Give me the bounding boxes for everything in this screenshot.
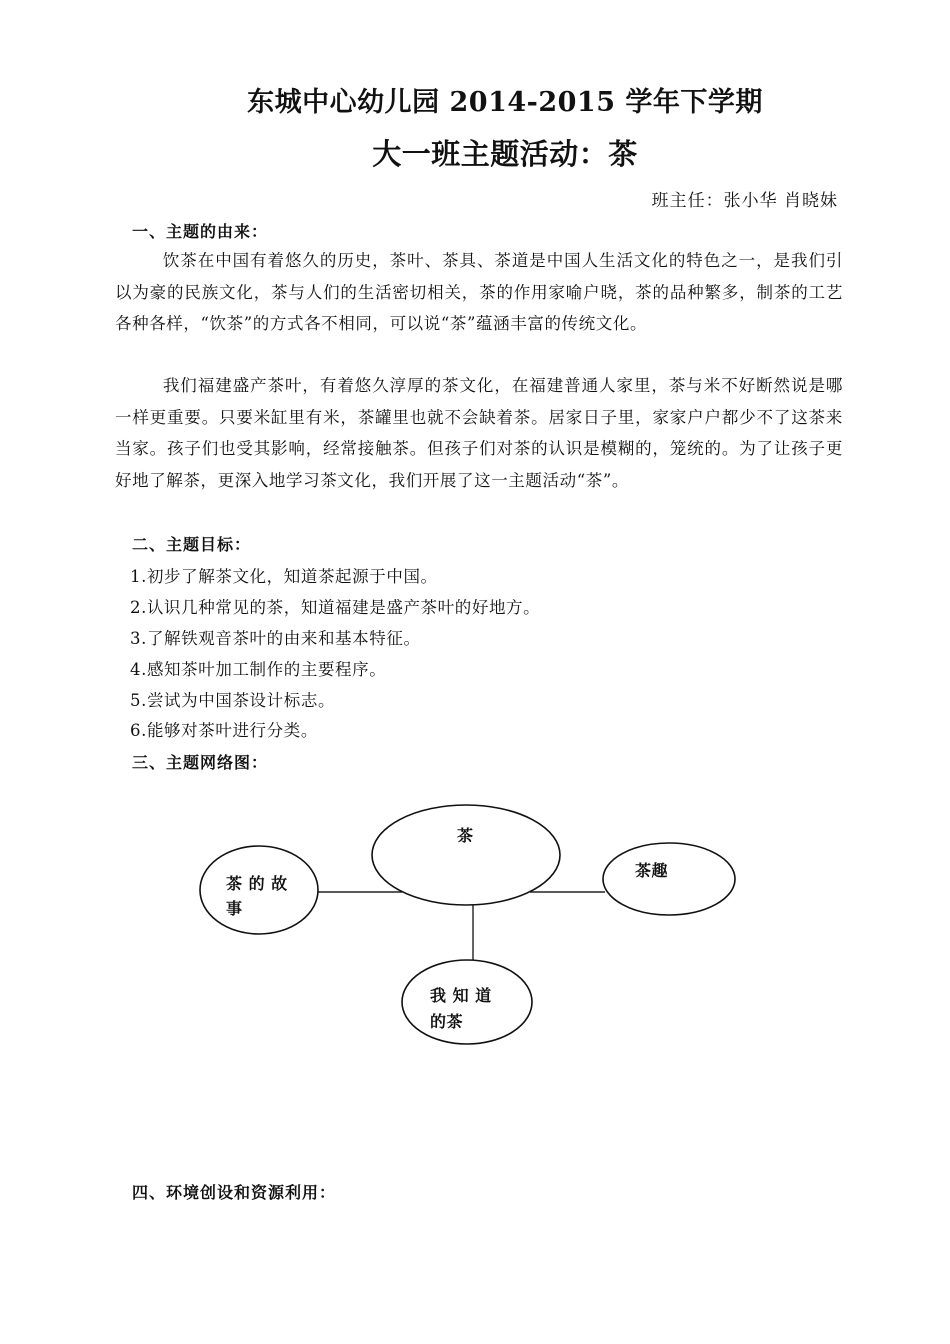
section3-heading: 三、主题网络图： xyxy=(132,753,269,772)
right-node-label: 茶趣 xyxy=(635,861,669,880)
right-node-ellipse xyxy=(603,843,735,915)
left-node-label-line2: 事 xyxy=(226,899,243,918)
goal-item-4: 4.感知茶叶加工制作的主要程序。 xyxy=(130,660,387,679)
bottom-node-label-line2: 的茶 xyxy=(430,1012,464,1031)
goal-item-5: 5.尝试为中国茶设计标志。 xyxy=(130,691,336,710)
goal-item-2: 2.认识几种常见的茶，知道福建是盛产茶叶的好地方。 xyxy=(130,598,541,617)
section2-heading: 二、主题目标： xyxy=(132,535,252,554)
center-node-ellipse xyxy=(372,805,560,905)
section1-heading: 一、主题的由来： xyxy=(132,222,269,241)
section1-paragraph-1: 饮茶在中国有着悠久的历史，茶叶、茶具、茶道是中国人生活文化的特色之一，是我们引以为豪的民族文化，茶与人们的生活密切相关，茶的作用家喻户晓，茶的品种繁多，制茶的工艺各种各样，“饮茶”的方式各不相同，可以说“茶”蕴涵丰富的传统文化。 xyxy=(115,251,843,333)
section1-paragraph-2: 我们福建盛产茶叶，有着悠久淳厚的茶文化，在福建普通人家里，茶与米不好断然说是哪一样更重要。只要米缸里有米，茶罐里也就不会缺着茶。居家日子里，家家户户都少不了这茶来当家。孩子们也受其影响，经常接触茶。但孩子们对茶的认识是模糊的，笼统的。为了让孩子更好地了解茶，更深入地学习茶文化，我们开展了这一主题活动“茶”。 xyxy=(115,376,843,490)
document-title-line1: 东城中心幼儿园 2014-2015 学年下学期 xyxy=(247,87,763,118)
center-node-label: 茶 xyxy=(457,826,474,845)
section4-heading: 四、环境创设和资源利用： xyxy=(132,1183,337,1202)
left-node-label-line1: 茶 的 故 xyxy=(226,874,288,893)
class-teachers: 班主任：张小华 肖晓妹 xyxy=(651,191,838,211)
goal-item-6: 6.能够对茶叶进行分类。 xyxy=(130,721,318,740)
document-title-line2: 大一班主题活动：茶 xyxy=(372,137,638,171)
bottom-node-label-line1: 我 知 道 xyxy=(430,986,492,1005)
goal-item-1: 1.初步了解茶文化，知道茶起源于中国。 xyxy=(130,567,438,586)
goal-item-3: 3.了解铁观音茶叶的由来和基本特征。 xyxy=(130,629,421,648)
